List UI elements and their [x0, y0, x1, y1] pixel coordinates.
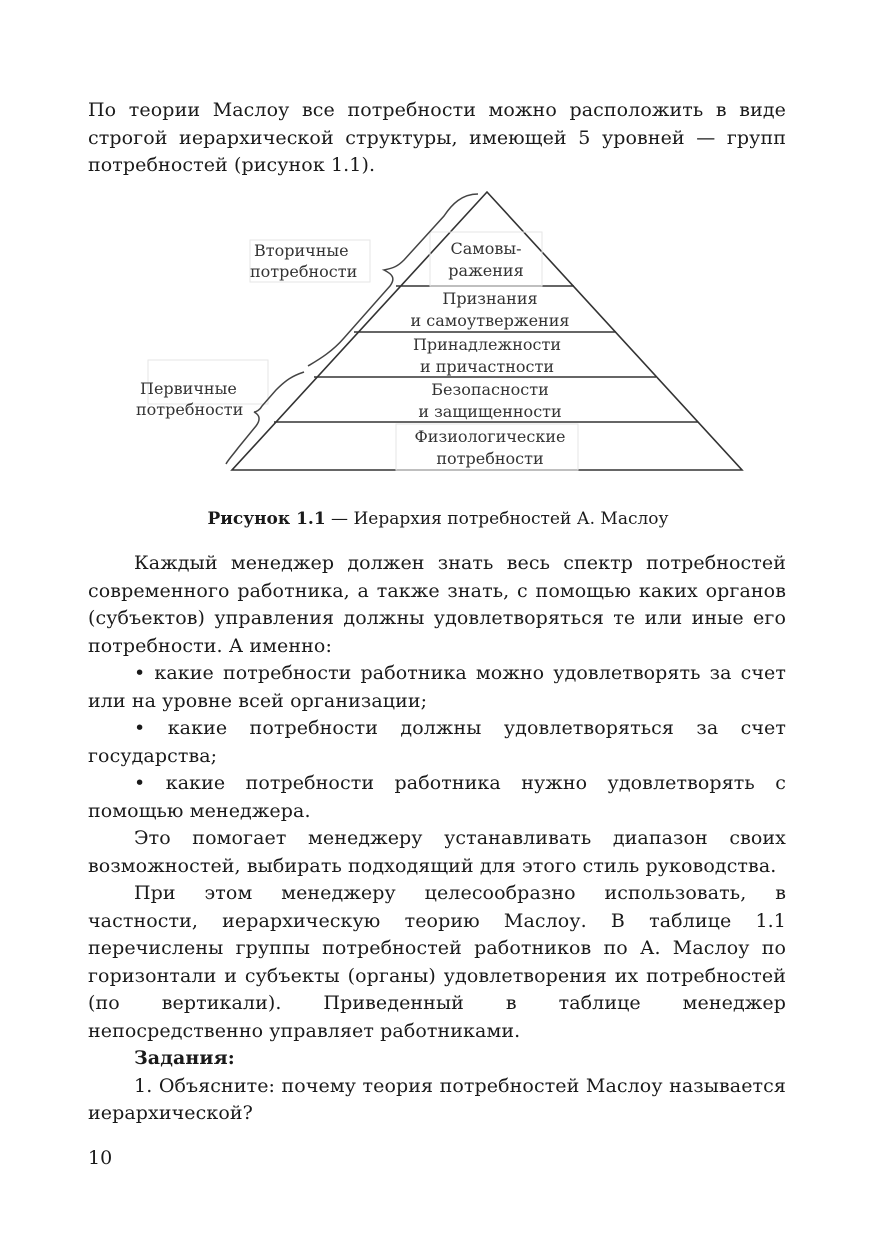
level-4-line-1: Безопасности — [431, 380, 549, 399]
figure-caption-label: Рисунок 1.1 — [207, 509, 326, 529]
level-2-line-2: и самоутвержения — [410, 311, 570, 330]
level-5-line-2: потребности — [436, 449, 544, 468]
maslow-pyramid-figure — [0, 180, 876, 480]
bullet-item-1: • какие потребности работника можно удовлетворять за счет или на уровне всей организации; — [88, 662, 786, 712]
primary-needs-label-line-1: Первичные — [140, 379, 237, 398]
paragraph-1: Каждый менеджер должен знать весь спектр потребностей современного работника, а также знать, с помощью каких органов (субъектов) управления должны удовлетворяться те или иные его потребности. А именно: — [88, 552, 786, 657]
body-text-block — [88, 550, 786, 1128]
paragraph-2: Это помогает менеджеру устанавливать диапазон своих возможностей, выбирать подходящий для этого стиль руководства. — [88, 827, 786, 877]
secondary-needs-label-line-2: потребности — [250, 262, 358, 281]
level-5-line-1: Физиологические — [414, 427, 566, 446]
intro-paragraph-block — [88, 97, 786, 180]
level-4-line-2: и защищенности — [418, 402, 562, 421]
bullet-item-2: • какие потребности должны удовлетворяться за счет государства; — [88, 717, 786, 767]
intro-paragraph: По теории Маслоу все потребности можно расположить в виде строгой иерархической структуры, имеющей 5 уровней — групп потребностей (рисунок 1.1). — [88, 99, 786, 176]
paragraph-3: При этом менеджеру целесообразно использовать, в частности, иерархическую теорию Маслоу. В таблице 1.1 перечислены группы потребностей работников по А. Маслоу по горизонтали и субъекты (органы) удовлетворения их потребностей (по вертикали). Приведенный в таблице менеджер непосредственно управляет работниками. — [88, 882, 786, 1042]
bullet-item-3: • какие потребности работника нужно удовлетворять с помощью менеджера. — [88, 772, 786, 822]
secondary-needs-label-line-1: Вторичные — [254, 241, 349, 260]
figure-caption — [0, 507, 876, 531]
task-1: 1. Объясните: почему теория потребностей Маслоу называется иерархической? — [88, 1074, 786, 1124]
figure-caption-text: — Иерархия потребностей А. Маслоу — [325, 509, 669, 529]
level-2-line-1: Признания — [442, 289, 538, 308]
tasks-heading: Задания: — [134, 1047, 235, 1069]
level-1-line-1: Самовы- — [450, 239, 522, 258]
level-1-line-2: ражения — [448, 261, 524, 280]
level-3-line-2: и причастности — [419, 357, 555, 376]
level-3-line-1: Принадлежности — [412, 335, 562, 354]
page-number: 10 — [88, 1147, 113, 1169]
primary-needs-label-line-2: потребности — [136, 400, 244, 419]
